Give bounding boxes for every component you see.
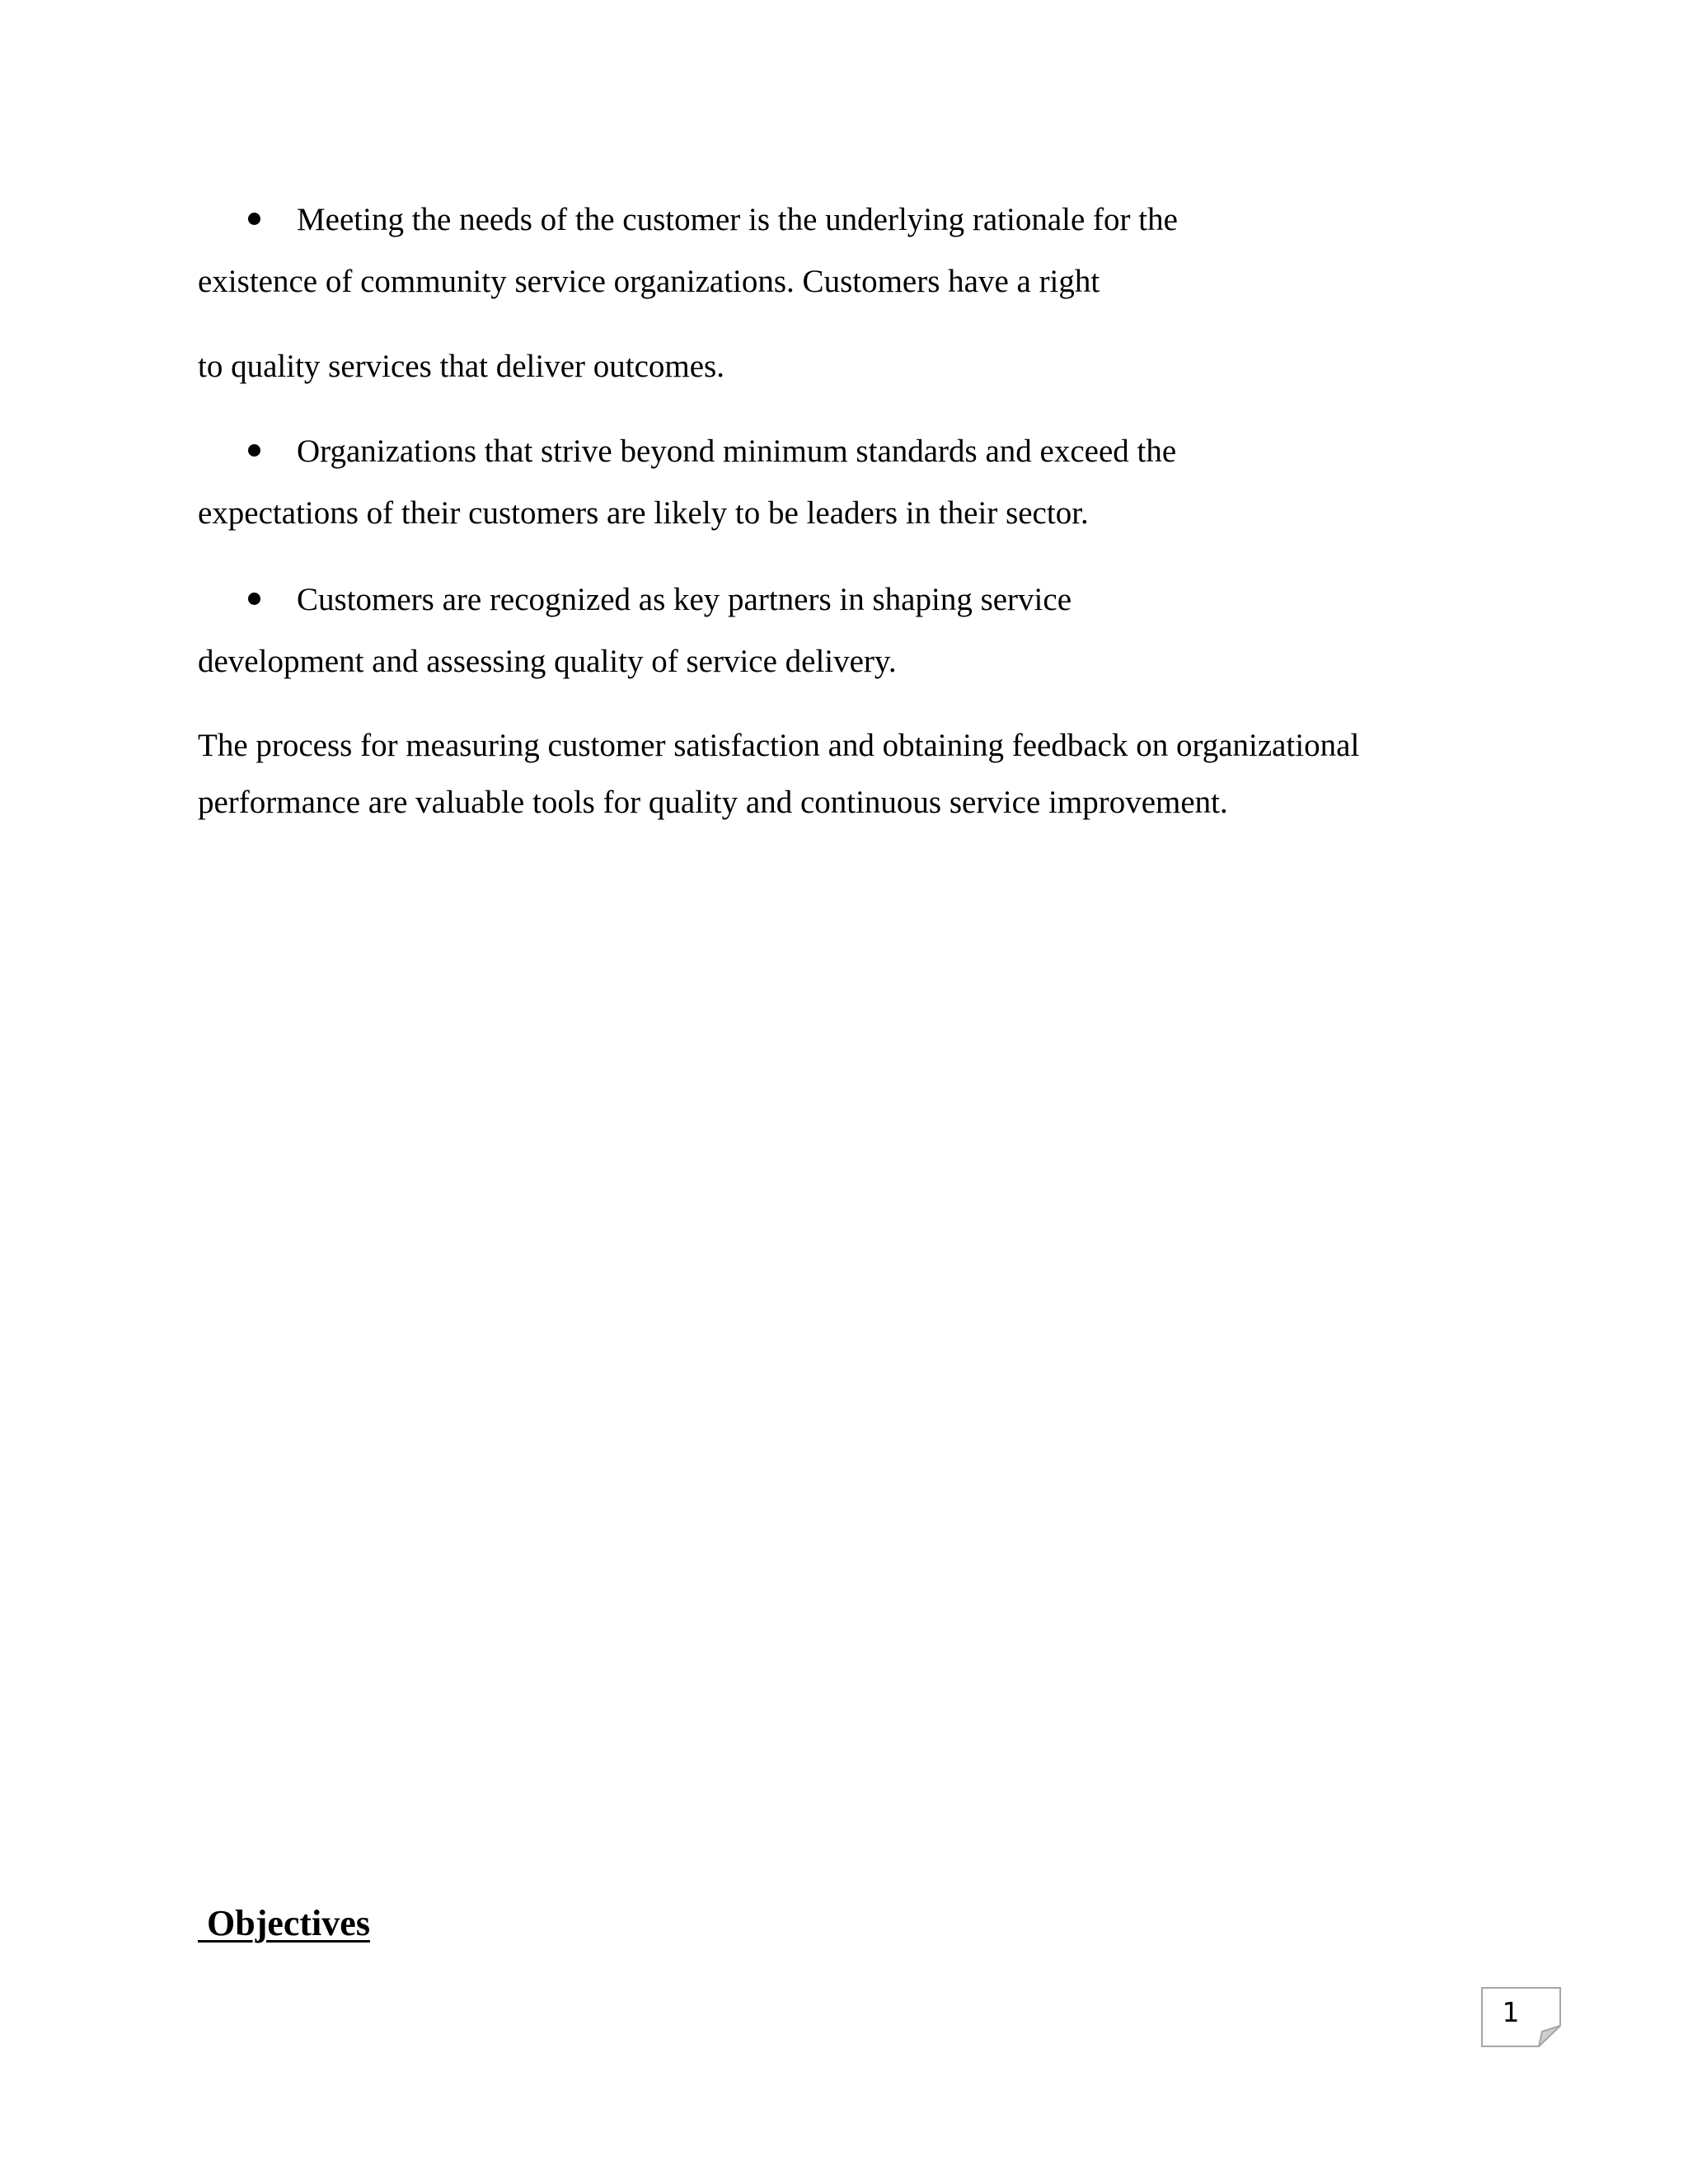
bullet-dot-icon	[248, 213, 260, 225]
bullet-1-line-3: to quality services that deliver outcomes.	[198, 349, 724, 384]
page-number-box	[1481, 1987, 1561, 2047]
section-heading-objectives: Objectives	[198, 1903, 370, 1943]
paragraph-line-1: The process for measuring customer satisfaction and obtaining feedback on organizational	[198, 728, 1360, 763]
bullet-3-line-1: Customers are recognized as key partners in shaping service	[297, 582, 1071, 617]
bullet-1-line-2: existence of community service organizations. Customers have a right	[198, 264, 1100, 299]
bullet-2-line-2: expectations of their customers are likely to be leaders in their sector.	[198, 495, 1089, 531]
paragraph-line-2: performance are valuable tools for quality and continuous service improvement.	[198, 785, 1228, 820]
bullet-2-line-1: Organizations that strive beyond minimum standards and exceed the	[297, 434, 1177, 469]
page-number: 1	[1502, 1996, 1520, 2028]
bullet-dot-icon	[248, 593, 260, 605]
bullet-1-line-1: Meeting the needs of the customer is the underlying rationale for the	[297, 202, 1178, 237]
bullet-dot-icon	[248, 444, 260, 457]
bullet-3-line-2: development and assessing quality of service delivery.	[198, 644, 897, 679]
